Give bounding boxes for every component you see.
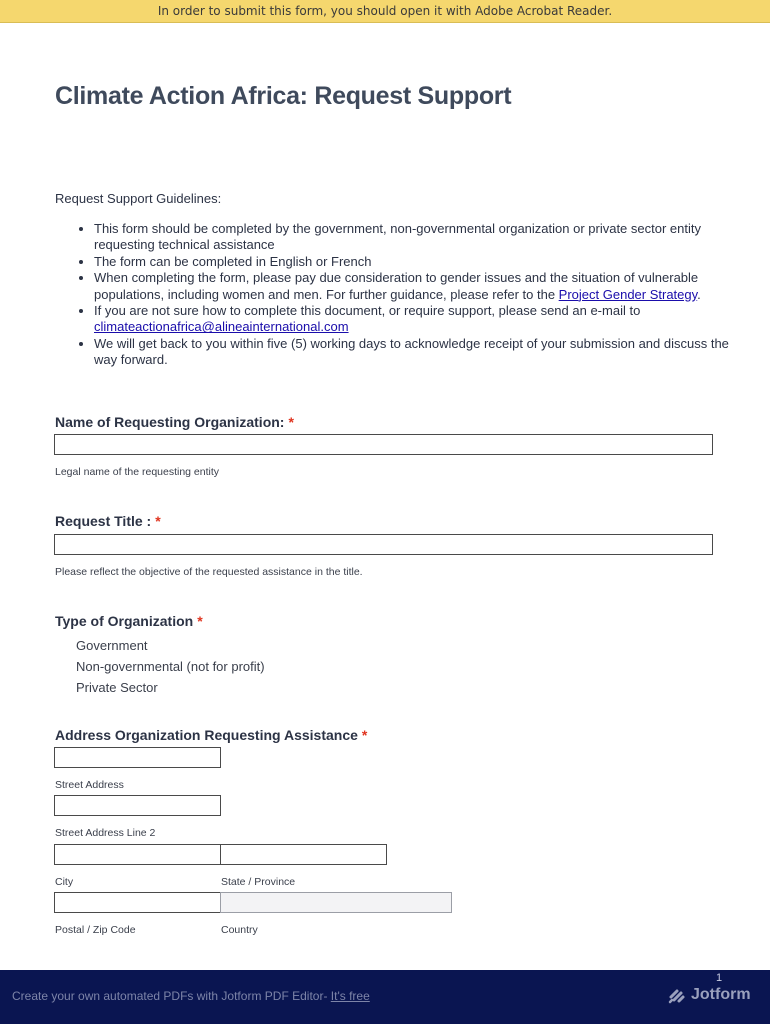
guidelines-heading: Request Support Guidelines: [55, 191, 222, 206]
city-input[interactable] [54, 844, 221, 865]
street-address-input[interactable] [54, 747, 221, 768]
city-sublabel: City [55, 876, 74, 888]
gender-strategy-link[interactable]: Project Gender Strategy [558, 286, 698, 302]
state-province-sublabel: State / Province [221, 876, 296, 888]
org-type-option-ngo[interactable]: Non-governmental (not for profit) [76, 659, 265, 674]
jotform-brand[interactable] [668, 985, 751, 1005]
acrobat-notice-banner [0, 0, 770, 23]
org-name-hint: Legal name of the requesting entity [55, 466, 220, 478]
state-province-input[interactable] [220, 844, 387, 865]
page-title: Climate Action Africa: Request Support [55, 82, 512, 110]
street-address-line2-input[interactable] [54, 795, 221, 816]
request-title-input[interactable] [54, 534, 713, 555]
org-name-input[interactable] [54, 434, 713, 455]
request-title-label: Request Title : * [55, 513, 161, 529]
list-item: • If you are not sure how to complete this document, or require support, please send an e-mail to climateactionafrica@alineainternational.com [94, 303, 734, 336]
required-asterisk: * [361, 727, 368, 743]
list-item: • When completing the form, please pay due consideration to gender issues and the situation of vulnerable populations, including women and men. For further guidance, please refer to the Project Gender Strategy. [94, 270, 734, 303]
request-title-hint: Please reflect the objective of the requested assistance in the title. [55, 566, 363, 578]
org-type-option-government[interactable]: Government [76, 638, 148, 653]
list-item: • We will get back to you within five (5) working days to acknowledge receipt of your submission and discuss the way forward. [94, 336, 734, 369]
org-name-label: Name of Requesting Organization: * [55, 414, 294, 430]
jotform-logo-icon [668, 986, 686, 1004]
its-free-link[interactable]: It's free [330, 989, 370, 1003]
address-label: Address Organization Requesting Assistance * [55, 727, 368, 743]
postal-code-sublabel: Postal / Zip Code [55, 924, 136, 936]
org-type-label: Type of Organization * [55, 613, 203, 629]
guidelines-list [75, 221, 734, 369]
org-type-option-private[interactable]: Private Sector [76, 680, 158, 695]
brand-name: Jotform [691, 986, 751, 1003]
required-asterisk: * [155, 513, 161, 529]
country-select[interactable] [220, 892, 452, 913]
list-item: • The form can be completed in English or French [94, 254, 734, 270]
list-item: • This form should be completed by the government, non-governmental organization or private sector entity requesting technical assistance [94, 221, 734, 254]
required-asterisk: * [197, 613, 203, 629]
street-address-sublabel: Street Address [55, 779, 124, 791]
support-email-link[interactable]: climateactionafrica@alineainternational.com [94, 319, 349, 335]
banner-text: In order to submit this form, you should open it with Adobe Acrobat Reader. [157, 4, 613, 18]
jotform-footer [0, 970, 770, 1024]
street-address-line2-sublabel: Street Address Line 2 [55, 827, 156, 839]
page-number: 1 [716, 972, 723, 984]
country-sublabel: Country [221, 924, 258, 936]
postal-code-input[interactable] [54, 892, 221, 913]
required-asterisk: * [288, 414, 294, 430]
footer-promo: Create your own automated PDFs with Jotform PDF Editor- It's free [12, 989, 370, 1003]
